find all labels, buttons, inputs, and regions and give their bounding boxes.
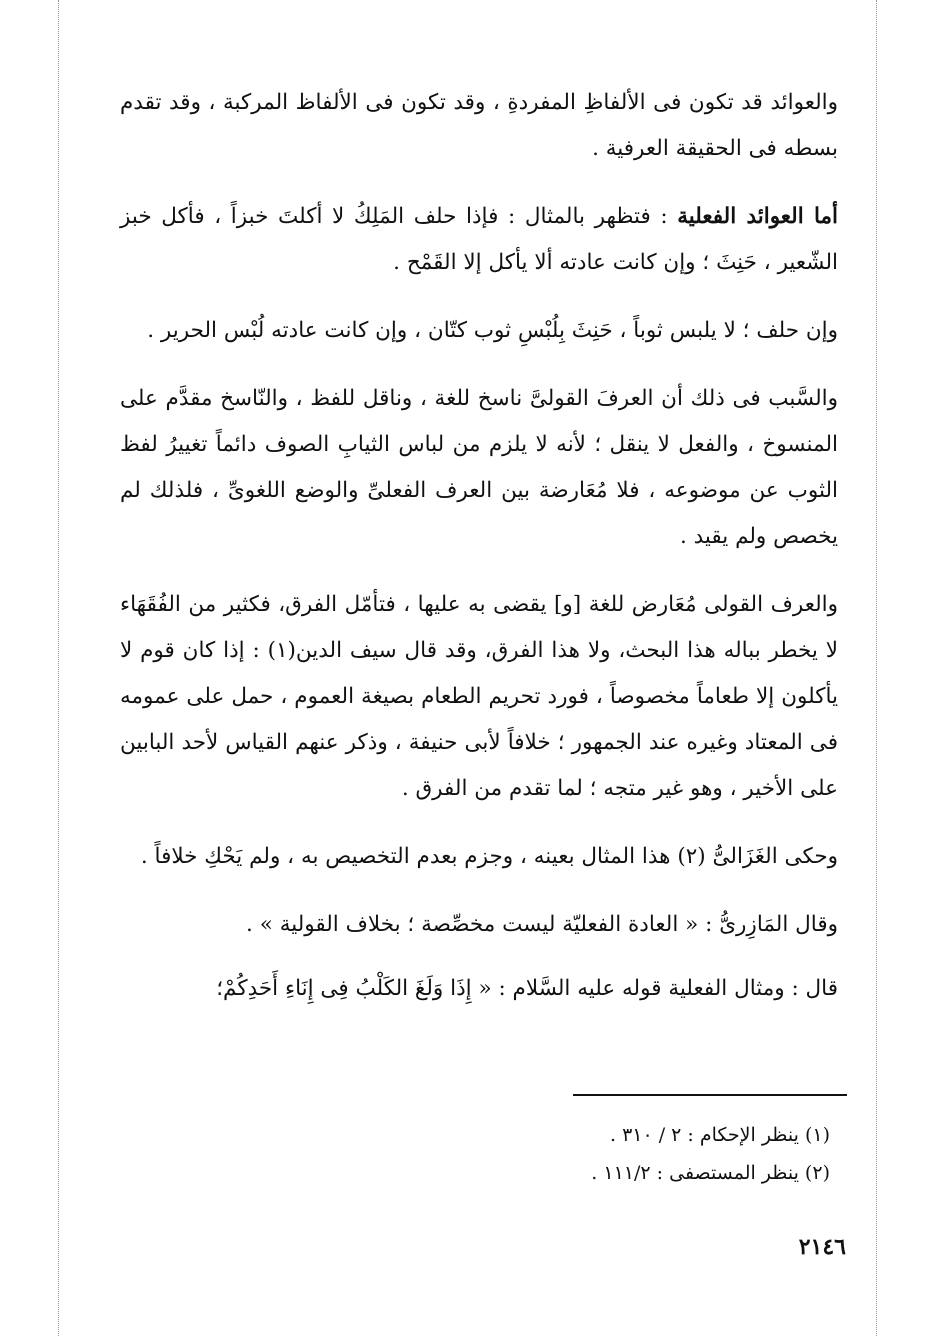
paragraph-6	[120, 834, 838, 880]
page-body	[120, 80, 838, 1030]
paragraph-4	[120, 376, 838, 560]
footnote-2: (٢) ينظر المستصفى : ١١١/٢ .	[591, 1162, 830, 1184]
scan-edge-left	[58, 0, 60, 1336]
paragraph-6-text: وحكى الغَزَالىُّ (٢) هذا المثال بعينه ، وجزم بعدم التخصيص به ، ولم يَحْكِ خلافاً .	[140, 844, 838, 869]
paragraph-5	[120, 582, 838, 812]
paragraph-2	[120, 194, 838, 286]
scan-edge-right	[876, 0, 878, 1336]
paragraph-4-text: والسَّبب فى ذلك أن العرفَ القولىَّ ناسخ للغة ، وناقل للفظ ، والنّاسخ مقدَّم على المنسوخ ، والفعل لا ينقل ؛ لأنه لا يلزم من لباس الثيابِ الصوف دائماً تغييرُ لفظ الثوب عن موضوعه ، فلا مُعَارضة بين العرف الفعلىِّ والوضع اللغوىِّ ، فلذلك لم يخصص ولم يقيد .	[120, 386, 838, 549]
paragraph-1-text: والعوائد قد تكون فى الألفاظِ المفردةِ ، وقد تكون فى الألفاظ المركبة ، وقد تقدم بسطه فى الحقيقة العرفية .	[120, 90, 838, 161]
paragraph-7-text: وقال المَازِرىُّ : « العادة الفعليّة ليست مخصِّصة ؛ بخلاف القولية » .	[246, 912, 838, 937]
page-number: ٢١٤٦	[798, 1234, 846, 1260]
paragraph-5-text: والعرف القولى مُعَارض للغة [و] يقضى به عليها ، فتأمّل الفرق، فكثير من الفُقَهَاء لا يخطر بباله هذا البحث، ولا هذا الفرق، وقد قال سيف الدين(١) : إذا كان قوم لا يأكلون إلا طعاماً مخصوصاً ، فورد تحريم الطعام بصيغة العموم ، حمل على عمومه فى المعتاد وغيره عند الجمهور ؛ خلافاً لأبى حنيفة ، وذكر عنهم القياس لأحد البابين على الأخير ، وهو غير متجه ؛ لما تقدم من الفرق .	[120, 592, 839, 801]
paragraph-3-text: وإن حلف ؛ لا يلبس ثوباً ، حَنِثَ بِلُبْسِ ثوب كتّان ، وإن كانت عادته لُبْس الحرير .	[147, 318, 838, 343]
paragraph-2-heading: أما العوائد الفعلية	[677, 204, 838, 229]
paragraph-3	[120, 308, 838, 354]
paragraph-8	[120, 966, 838, 1012]
paragraph-2-text: : فتظهر بالمثال : فإذا حلف المَلِكُ لا أكلتَ خبزاً ، فأكل خبز الشّعير ، حَنِثَ ؛ وإن كانت عادته ألا يأكل إلا القَمْح .	[120, 204, 838, 275]
paragraph-7	[120, 902, 838, 948]
paragraph-1	[120, 80, 838, 172]
footnotes	[400, 1116, 830, 1192]
footnote-1: (١) ينظر الإحكام : ٢ / ٣١٠ .	[609, 1124, 830, 1146]
footnote-separator	[573, 1094, 847, 1096]
paragraph-8-text: قال : ومثال الفعلية قوله عليه السَّلام : « إِذَا وَلَغَ الكَلْبُ فِى إِنَاءِ أَحَدِكُمْ؛	[216, 976, 838, 1001]
